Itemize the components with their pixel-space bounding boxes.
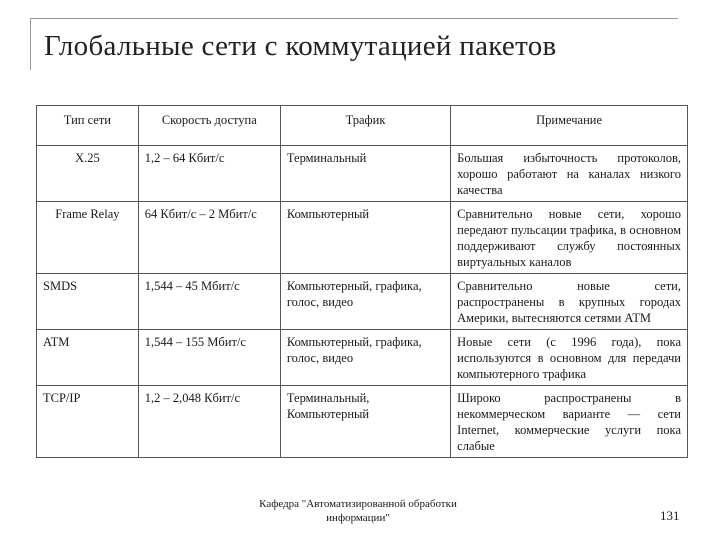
- header-note: Примечание: [451, 106, 688, 146]
- header-network-type: Тип сети: [37, 106, 139, 146]
- footer-department: [240, 497, 476, 525]
- cell-traffic: Терминальный, Компьютерный: [280, 386, 450, 458]
- cell-access-speed: 64 Кбит/с – 2 Мбит/с: [138, 202, 280, 274]
- cell-note: Сравнительно новые сети, хорошо передают пульсации трафика, в основном поддерживают службу постоянных виртуальных каналов: [451, 202, 688, 274]
- cell-access-speed: 1,2 – 64 Кбит/с: [138, 146, 280, 202]
- cell-traffic: Компьютерный: [280, 202, 450, 274]
- table-row: [37, 146, 688, 202]
- cell-note: Новые сети (с 1996 года), пока используются в основном для передачи компьютерного трафика: [451, 330, 688, 386]
- cell-access-speed: 1,544 – 45 Мбит/с: [138, 274, 280, 330]
- cell-network-type: TCP/IP: [37, 386, 139, 458]
- table-row: [37, 202, 688, 274]
- title-frame-top: [30, 18, 678, 19]
- title-frame-left: [30, 18, 31, 70]
- network-comparison-table: [36, 105, 688, 458]
- cell-network-type: Frame Relay: [37, 202, 139, 274]
- header-access-speed: Скорость доступа: [138, 106, 280, 146]
- page-title: Глобальные сети с коммутацией пакетов: [44, 30, 557, 62]
- cell-network-type: SMDS: [37, 274, 139, 330]
- header-traffic: Трафик: [280, 106, 450, 146]
- table-row: [37, 274, 688, 330]
- cell-traffic: Компьютерный, графика, голос, видео: [280, 274, 450, 330]
- cell-access-speed: 1,544 – 155 Мбит/с: [138, 330, 280, 386]
- footer-line-2: информации": [326, 512, 390, 524]
- table-header-row: [37, 106, 688, 146]
- page-number: 131: [660, 508, 680, 523]
- cell-network-type: ATM: [37, 330, 139, 386]
- table-row: [37, 386, 688, 458]
- cell-traffic: Терминальный: [280, 146, 450, 202]
- table-row: [37, 330, 688, 386]
- cell-network-type: X.25: [37, 146, 139, 202]
- cell-note: Широко распространены в некоммерческом варианте — сети Internet, коммерческие услуги пока слабые: [451, 386, 688, 458]
- footer-line-1: Кафедра "Автоматизированной обработки: [259, 498, 457, 510]
- cell-note: Сравнительно новые сети, распространены в крупных городах Америки, вытесняются сетями АТМ: [451, 274, 688, 330]
- cell-traffic: Компьютерный, графика, голос, видео: [280, 330, 450, 386]
- cell-access-speed: 1,2 – 2,048 Кбит/с: [138, 386, 280, 458]
- cell-note: Большая избыточность протоколов, хорошо работают на каналах низкого качества: [451, 146, 688, 202]
